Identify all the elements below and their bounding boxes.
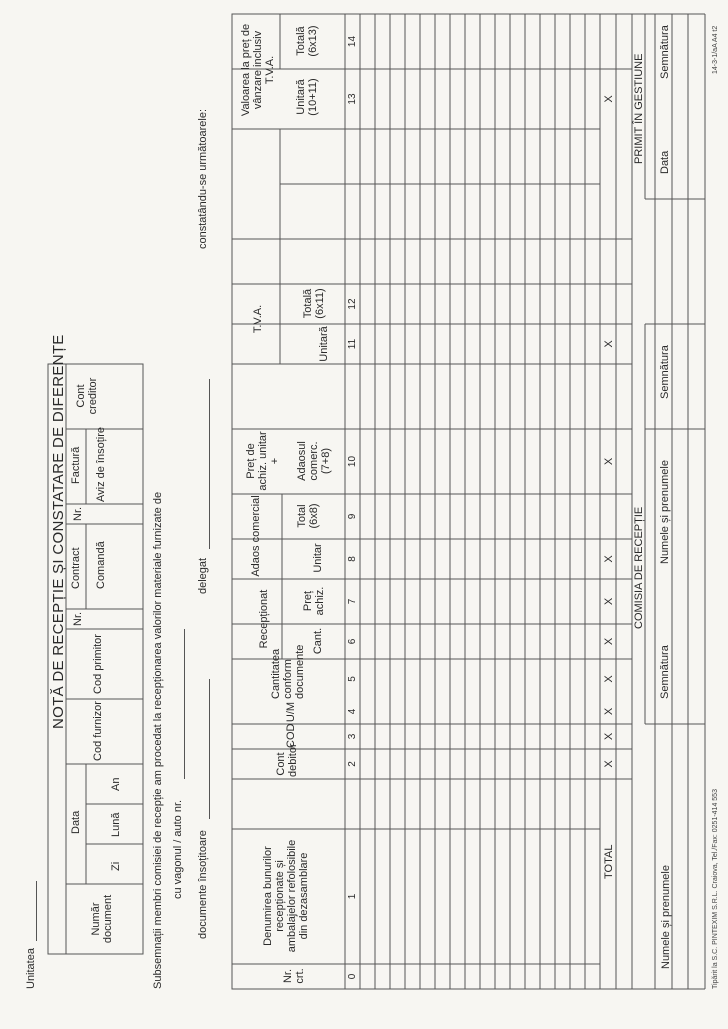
col-um: U/M (285, 701, 297, 723)
col-cod: COD (285, 723, 297, 748)
date-header: Data (70, 810, 82, 834)
supplier-code-header: Cod furnizor (92, 701, 104, 761)
col-cont-debitor: Cont debitor (275, 743, 299, 777)
total-x: X (603, 732, 615, 741)
delegate-line (209, 379, 210, 549)
statement-line-1: Subsemnații membri comisiei de recepție am procedat la recepționarea valorilor materiale furnizate de (152, 491, 164, 989)
col-number: 7 (347, 598, 358, 605)
col-pret-achiz-unitar: Preț de achiz. unitar + (245, 431, 281, 491)
total-x: X (603, 760, 615, 768)
total-x: X (603, 675, 615, 683)
col-pret-achiz: Preț achiz. (302, 586, 326, 616)
statement-line-2: cu vagonul / auto nr. (172, 799, 184, 899)
total-label: TOTAL (603, 844, 615, 879)
col-tva: T.V.A. (252, 304, 264, 334)
sig-name-label: Numele și prenumele (660, 865, 672, 969)
order-header: Comandă (95, 541, 107, 589)
contract-nr-label: Nr. (72, 611, 84, 626)
form-title: NOTĂ DE RECEPȚIE ȘI CONSTATARE DE DIFERENȚE (50, 334, 67, 729)
col-number: 3 (347, 733, 358, 740)
total-x: X (603, 555, 615, 563)
col-number: 1 (347, 893, 358, 900)
unit-label: Unitatea (25, 948, 37, 989)
commission-label: COMISIA DE RECEPȚIE (633, 506, 645, 629)
col-cant: Cant. (312, 627, 324, 655)
col-number: 4 (347, 708, 358, 715)
col-adaos-unitar: Unitar (312, 543, 324, 573)
sig-signature-label-3: Semnătura (659, 25, 671, 79)
total-x: X (603, 597, 615, 606)
doc-number-header: Număr document (90, 894, 114, 944)
total-x: X (603, 707, 615, 716)
col-number: 0 (347, 973, 358, 980)
col-number: 6 (347, 638, 358, 645)
delivery-note-header: Aviz de însoțire (95, 426, 107, 502)
col-nr-crt: Nr. crt. (282, 968, 306, 984)
contract-header: Contract (70, 547, 82, 589)
total-x: X (603, 637, 615, 646)
invoice-header: Factură (70, 446, 82, 484)
col-number: 9 (347, 513, 358, 520)
statement-line-3c: constatându-se următoarele: (197, 108, 209, 249)
col-val-unitara: Unitară (10+11) (295, 78, 319, 116)
col-number: 8 (347, 556, 358, 562)
received-label: PRIMIT ÎN GESTIUNE (633, 53, 645, 164)
col-valoarea: Valoarea la preț de vânzare inclusiv T.V.A. (240, 23, 276, 117)
receiver-code-header: Cod primitor (92, 634, 104, 694)
credit-account-header: Cont creditor (75, 377, 99, 415)
col-adaosul: Adaosul comerc. (7+8) (296, 441, 332, 481)
col-number: 13 (347, 93, 358, 105)
day-header: Zi (110, 861, 122, 871)
col-adaos-total: Total (6x8) (296, 503, 320, 529)
col-cantitatea: Cantitatea conform documente (270, 644, 306, 699)
total-x: X (603, 457, 615, 466)
col-number: 14 (347, 35, 358, 48)
total-x: X (603, 95, 615, 103)
year-header: An (110, 777, 122, 791)
unit-field-line (36, 881, 37, 941)
statement-line-3b: delegat (197, 557, 209, 594)
sig-signature-label-2: Semnătura (659, 345, 671, 399)
col-number: 5 (347, 676, 358, 682)
month-header: Lună (110, 812, 122, 837)
sig-date-label: Data (659, 150, 671, 174)
col-adaos: Adaos comercial (250, 495, 262, 577)
sig-signature-label: Semnătura (659, 645, 671, 699)
col-tva-totala: Totală (6x11) (302, 288, 326, 319)
total-x: X (603, 340, 615, 348)
col-denumirea: Denumirea bunurilor recepționate și ambalajelor refolosibile din dezasamblare (262, 839, 310, 953)
printer-footer: Tipărit la S.C. PINTEXIM S.R.L. Craiova, Tel./Fax: 0251-414 553 (712, 789, 719, 989)
col-receptionat: Recepționat (258, 589, 270, 649)
col-val-totala: Totală (6x13) (295, 25, 319, 57)
invoice-nr-label: Nr. (72, 506, 84, 521)
col-number: 12 (347, 298, 358, 310)
form-code-footer: 14-3-1/aA A4 t2 (712, 25, 719, 74)
statement-line-3a: documente însoțitoare (197, 830, 209, 939)
documents-line (209, 679, 210, 819)
col-number: 2 (347, 761, 358, 767)
col-tva-unitara: Unitară (318, 326, 330, 362)
vehicle-number-line (184, 629, 185, 779)
sig-name-label-2: Numele și prenumele (659, 460, 671, 564)
col-number: 11 (347, 338, 358, 350)
col-number: 10 (347, 455, 358, 468)
